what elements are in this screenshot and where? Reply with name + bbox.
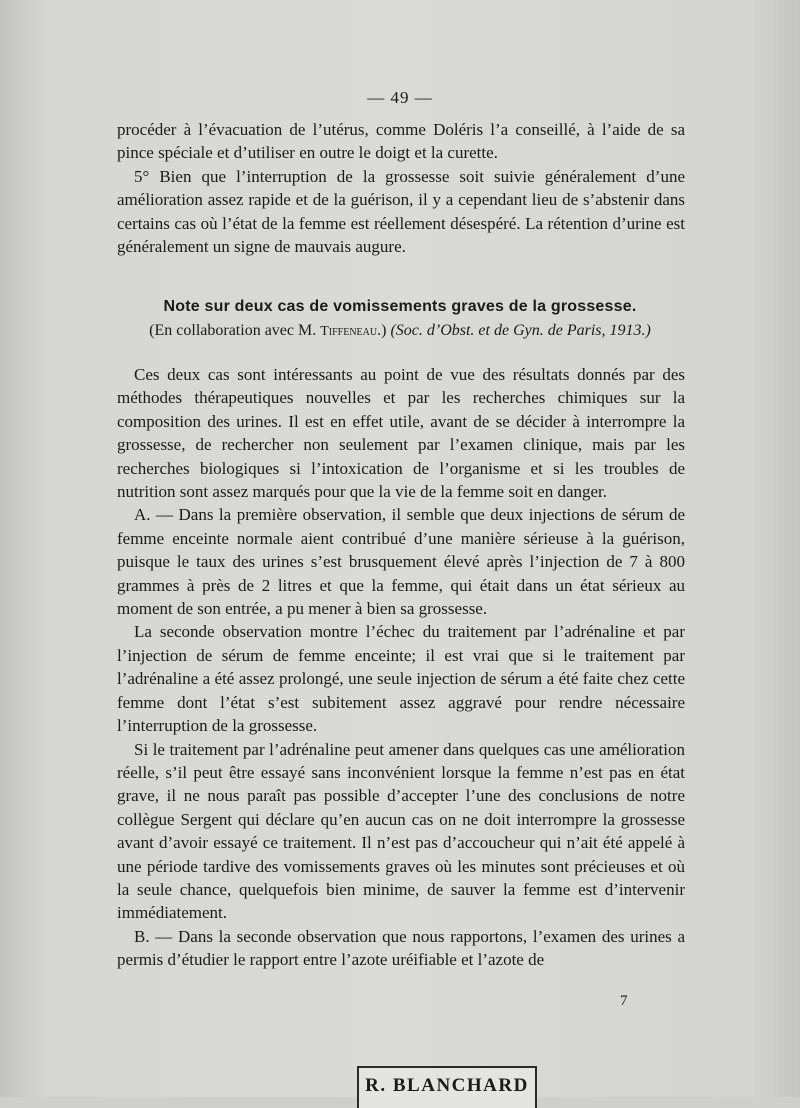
page-number-header: — 49 — (367, 88, 433, 107)
paragraph: 5° Bien que l’interruption de la grossesse soit suivie généralement d’une amélioration assez rapide et de la guérison, il y a cependant lieu de s’abstenir dans certains cas où l’état de la femme est réellement désespéré. La rétention d’urine est généralement un signe de mauvais augure. (117, 166, 685, 257)
paragraph: Ces deux cas sont intéressants au point de vue des résultats donnés par des méthodes thérapeutiques nouvelles et par les recherches chimiques sur la composition des urines. Il est en effet utile, avant de se décider à interrompre la grossesse, de rechercher non seulement par l’examen clinique, mais par les recherches biologiques si l’intoxication de l’organisme et si les troubles de nutrition sont assez marqués pour que la vie de la femme soit en danger. (117, 365, 685, 502)
paragraph: B. — Dans la seconde observation que nous rapportons, l’examen des urines a permis d’étudier le rapport entre l’azote uréifiable et l’azote de (117, 926, 685, 970)
collab-name: Tiffeneau (320, 324, 378, 339)
collaboration-line (0, 322, 800, 340)
signature-folio: 7 (620, 993, 628, 1009)
paragraph: procéder à l’évacuation de l’utérus, comme Doléris l’a conseillé, à l’aide de sa pince spéciale et d’utiliser en outre le doigt et la curette. (117, 120, 685, 163)
note-body (117, 363, 685, 972)
collab-prefix: (En collaboration avec M. (149, 322, 317, 339)
note-title: Note sur deux cas de vomissements graves de la grossesse. (163, 298, 637, 315)
collab-suffix: .) (377, 322, 387, 339)
paragraph: Si le traitement par l’adrénaline peut amener dans quelques cas une amélioration réelle, s’il peut être essayé sans inconvénient lorsque la femme n’est pas en état grave, il ne nous paraît pas possible d’accepter l’une des conclusions de notre collègue Sergent qui déclare qu’en aucun cas on ne doit interrompre la grossesse avant d’avoir essayé ce traitement. Il n’est pas d’accoucheur qui n’ait été appelé à une période tardive des vomissements graves où les minutes sont précieuses et où la seule chance, quelquefois bien minime, de sauver la femme est d’intervenir immédiatement. (117, 739, 685, 923)
library-stamp: R. BLANCHARD (357, 1066, 537, 1108)
source-citation: (Soc. d’Obst. et de Gyn. de Paris, 1913.) (390, 322, 651, 339)
paragraph: A. — Dans la première observation, il semble que deux injections de sérum de femme enceinte normale aient contribué d’une manière sérieuse à la guérison, puisque le taux des urines s’est brusquement élevé après l’injection de 7 à 800 grammes à près de 2 litres et que la femme, qui était dans un état sérieux au moment de son entrée, a pu mener à bien sa grossesse. (117, 505, 685, 619)
paragraph: La seconde observation montre l’échec du traitement par l’adrénaline et par l’injection de sérum de femme enceinte; il est vrai que si le traitement par l’adrénaline a été assez prolongé, une seule injection de sérum a été faite chez cette femme dont l’état s’est subitement assez aggravé pour rendre nécessaire l’interruption de la grossesse. (117, 622, 685, 736)
continuation-text (117, 118, 685, 258)
